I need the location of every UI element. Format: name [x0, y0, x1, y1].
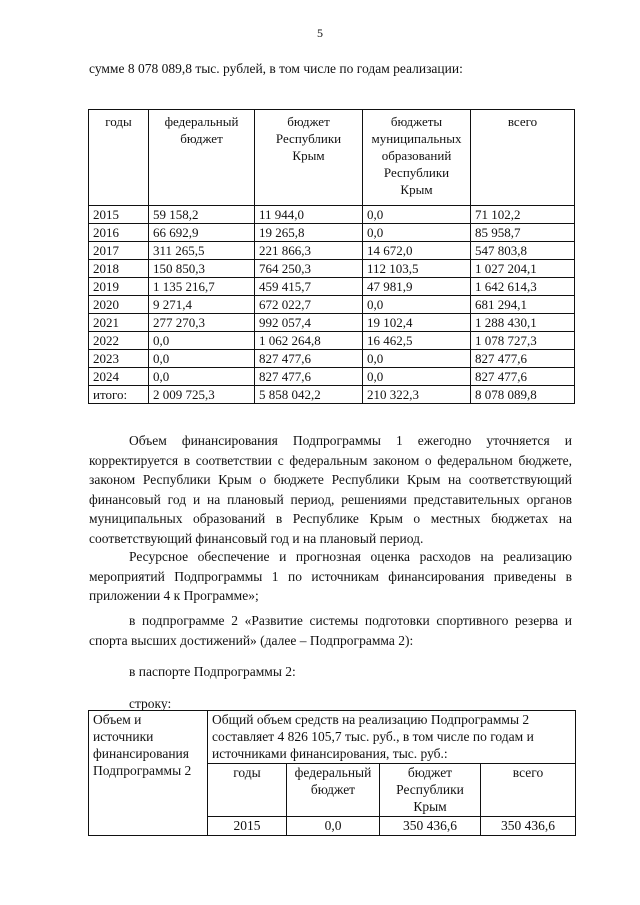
cell-federal: 311 265,5: [149, 242, 255, 260]
cell-year: 2020: [89, 296, 149, 314]
cell-federal: 0,0: [149, 350, 255, 368]
cell-total: 827 477,6: [471, 368, 575, 386]
cell-total: 1 078 727,3: [471, 332, 575, 350]
cell-republic: 827 477,6: [255, 368, 363, 386]
cell-federal: 1 135 216,7: [149, 278, 255, 296]
t2-total: 350 436,6: [481, 817, 576, 836]
table-row: [89, 314, 575, 332]
paragraph-row-label: строку:: [129, 696, 172, 711]
funding-intro-cell: Общий объем средств на реализацию Подпрограммы 2 составляет 4 826 105,7 тыс. руб., в том числе по годам и источниками финансирования, тыс. руб.:: [208, 711, 576, 764]
paragraph-financing-adjustment: Объем финансирования Подпрограммы 1 ежегодно уточняется и корректируется в соответствии с федеральным законом о федеральном бюджете, законом Республики Крым о бюджете Республики Крым на соответствующий финансовый год и на плановый период, решениями представительных органов муниципальных образований в Республике Крым о местных бюджетах на соответствующий финансовый год и на плановый период.: [89, 433, 572, 546]
cell-municipal: 0,0: [363, 368, 471, 386]
cell-republic: 5 858 042,2: [255, 386, 363, 404]
cell-republic: 672 022,7: [255, 296, 363, 314]
page-number: 5: [317, 26, 323, 40]
cell-federal: 66 692,9: [149, 224, 255, 242]
table-row: [89, 206, 575, 224]
cell-republic: 11 944,0: [255, 206, 363, 224]
cell-year: 2017: [89, 242, 149, 260]
cell-municipal: 0,0: [363, 296, 471, 314]
table-row: [89, 332, 575, 350]
cell-year: 2021: [89, 314, 149, 332]
header-years: годы: [89, 110, 149, 206]
cell-federal: 0,0: [149, 332, 255, 350]
funding-table-subprogram-2: [88, 710, 576, 836]
cell-year: 2023: [89, 350, 149, 368]
cell-republic: 19 265,8: [255, 224, 363, 242]
cell-federal: 9 271,4: [149, 296, 255, 314]
table-row: [89, 368, 575, 386]
t2-republic: 350 436,6: [380, 817, 481, 836]
cell-total: 1 642 614,3: [471, 278, 575, 296]
cell-total: 681 294,1: [471, 296, 575, 314]
cell-federal: 277 270,3: [149, 314, 255, 332]
row-label-cell: Объем и источники финансирования Подпрограммы 2: [89, 711, 208, 836]
cell-municipal: 0,0: [363, 206, 471, 224]
cell-year: 2018: [89, 260, 149, 278]
cell-total: 71 102,2: [471, 206, 575, 224]
intro-line: сумме 8 078 089,8 тыс. рублей, в том числе по годам реализации:: [89, 61, 463, 76]
cell-republic: 992 057,4: [255, 314, 363, 332]
cell-municipal: 19 102,4: [363, 314, 471, 332]
cell-total: 827 477,6: [471, 350, 575, 368]
cell-republic: 764 250,3: [255, 260, 363, 278]
t2-header-total: всего: [481, 764, 576, 817]
cell-municipal: 210 322,3: [363, 386, 471, 404]
cell-federal: 2 009 725,3: [149, 386, 255, 404]
header-total: всего: [471, 110, 575, 206]
table-row: [89, 296, 575, 314]
cell-municipal: 112 103,5: [363, 260, 471, 278]
cell-municipal: 0,0: [363, 224, 471, 242]
table-row: [89, 260, 575, 278]
cell-federal: 59 158,2: [149, 206, 255, 224]
paragraph-passport: в паспорте Подпрограммы 2:: [129, 664, 296, 679]
cell-total: 547 803,8: [471, 242, 575, 260]
header-municipal-budgets: бюджеты муниципальных образований Республики Крым: [363, 110, 471, 206]
cell-year: итого:: [89, 386, 149, 404]
cell-year: 2015: [89, 206, 149, 224]
paragraph-resource-provision: Ресурсное обеспечение и прогнозная оценка расходов на реализацию мероприятий Подпрограммы 1 по источникам финансирования приведены в приложении 4 к Программе»;: [89, 549, 572, 603]
cell-total: 8 078 089,8: [471, 386, 575, 404]
table-header-row: [89, 110, 575, 206]
cell-municipal: 47 981,9: [363, 278, 471, 296]
t2-header-federal: федеральный бюджет: [287, 764, 380, 817]
cell-municipal: 14 672,0: [363, 242, 471, 260]
cell-municipal: 16 462,5: [363, 332, 471, 350]
cell-year: 2019: [89, 278, 149, 296]
table-row: [89, 242, 575, 260]
paragraph-subprogram-2: в подпрограмме 2 «Развитие системы подготовки спортивного резерва и спорта высших достижений» (далее – Подпрограмма 2):: [89, 613, 572, 648]
cell-total: 85 958,7: [471, 224, 575, 242]
cell-total: 1 288 430,1: [471, 314, 575, 332]
cell-year: 2016: [89, 224, 149, 242]
cell-republic: 459 415,7: [255, 278, 363, 296]
cell-municipal: 0,0: [363, 350, 471, 368]
header-republic-budget: бюджет Республики Крым: [255, 110, 363, 206]
cell-federal: 150 850,3: [149, 260, 255, 278]
t2-year: 2015: [208, 817, 287, 836]
table-row: [89, 350, 575, 368]
t2-header-years: годы: [208, 764, 287, 817]
cell-republic: 221 866,3: [255, 242, 363, 260]
t2-federal: 0,0: [287, 817, 380, 836]
cell-federal: 0,0: [149, 368, 255, 386]
table-row: [89, 224, 575, 242]
funding-table-subprogram-1: [88, 109, 575, 404]
cell-year: 2022: [89, 332, 149, 350]
cell-republic: 1 062 264,8: [255, 332, 363, 350]
header-federal-budget: федеральный бюджет: [149, 110, 255, 206]
table-row: [89, 278, 575, 296]
table-row: [89, 386, 575, 404]
t2-header-republic: бюджет Республики Крым: [380, 764, 481, 817]
cell-total: 1 027 204,1: [471, 260, 575, 278]
cell-republic: 827 477,6: [255, 350, 363, 368]
cell-year: 2024: [89, 368, 149, 386]
